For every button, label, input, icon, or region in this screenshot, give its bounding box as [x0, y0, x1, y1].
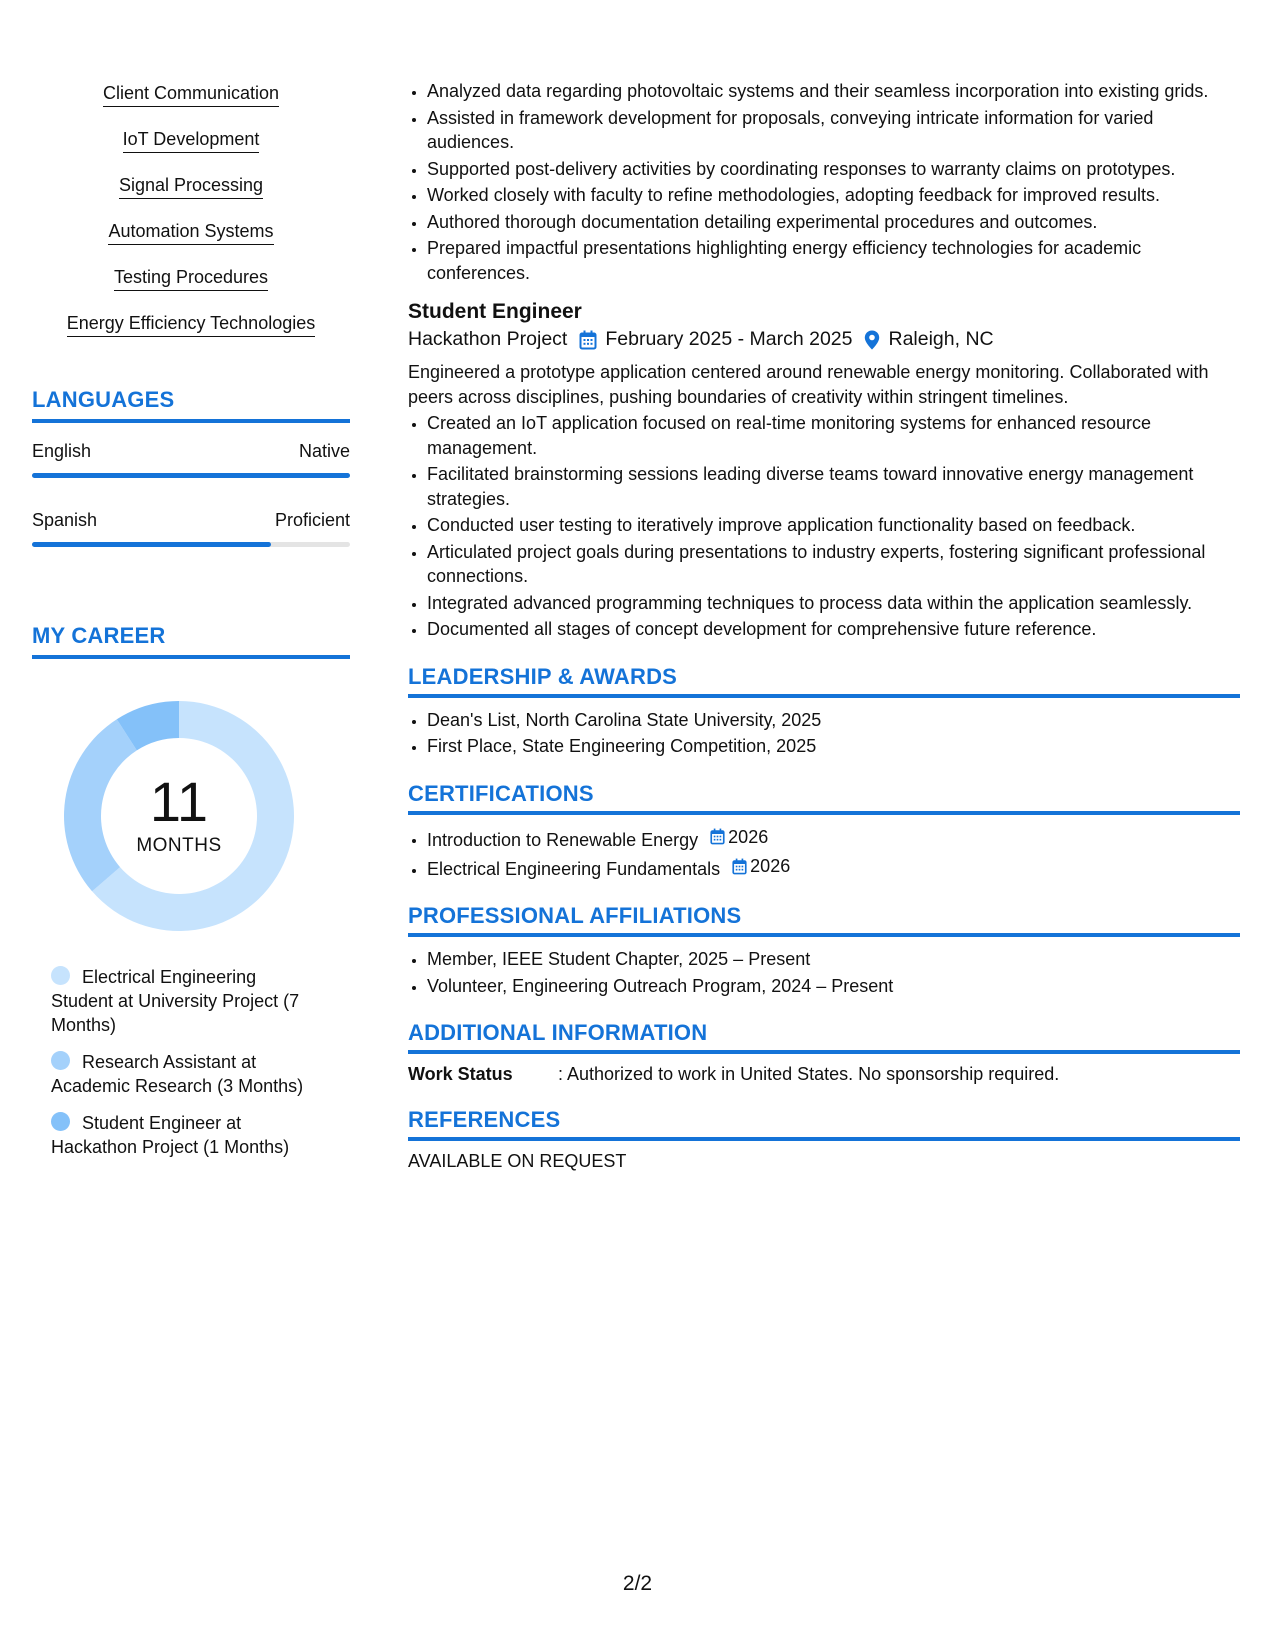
calendar-icon — [732, 858, 747, 875]
previous-job-bullets — [408, 79, 1240, 285]
list-item: • Integrated advanced programming techniques to process data within the application seamlessly. — [427, 591, 1240, 616]
job-location: Raleigh, NC — [888, 328, 994, 350]
list-item: • Prepared impactful presentations highlighting energy efficiency technologies for academic conferences. — [427, 236, 1240, 285]
career-legend — [51, 965, 321, 1159]
job-description: Engineered a prototype application centered around renewable energy monitoring. Collaborated with peers across disciplines, pushing boundaries of creativity within stringent timelines. — [408, 362, 1209, 407]
skill-item — [32, 174, 350, 199]
job-meta — [408, 328, 1240, 351]
leadership-list — [408, 708, 1240, 759]
references-text: AVAILABLE ON REQUEST — [408, 1151, 627, 1171]
page-number: 2/2 — [622, 1572, 653, 1595]
skill-item — [32, 312, 350, 337]
skill-item — [32, 82, 350, 107]
language-bar-track — [32, 473, 350, 478]
legend-label: Research Assistant at Academic Research (3 Months) — [51, 1052, 304, 1096]
location-pin-icon — [864, 330, 880, 350]
list-item — [427, 854, 1240, 881]
skill-item — [32, 128, 350, 153]
job-company: Hackathon Project — [408, 328, 568, 350]
skill-tag: Signal Processing — [119, 174, 263, 199]
skill-item — [32, 266, 350, 291]
affiliations-heading: PROFESSIONAL AFFILIATIONS — [408, 903, 1240, 937]
right-column — [408, 79, 1240, 1172]
language-row — [32, 441, 350, 478]
language-row — [32, 510, 350, 547]
skill-tag: IoT Development — [123, 128, 260, 153]
legend-dot — [51, 1112, 70, 1131]
legend-label: Electrical Engineering Student at University Project (7 Months) — [51, 967, 300, 1035]
skill-tag: Testing Procedures — [114, 266, 268, 291]
references-heading: REFERENCES — [408, 1107, 1240, 1141]
language-level: Native — [298, 441, 350, 461]
work-status-value: : Authorized to work in United States. No sponsorship required. — [558, 1064, 1060, 1084]
list-item: • Articulated project goals during presentations to industry experts, fostering significant professional connections. — [427, 540, 1240, 589]
certifications-heading: CERTIFICATIONS — [408, 781, 1240, 815]
legend-item — [51, 1111, 321, 1159]
skill-tag: Energy Efficiency Technologies — [67, 312, 315, 337]
list-item: • Volunteer, Engineering Outreach Program, 2024 – Present — [427, 974, 1240, 999]
list-item: • Assisted in framework development for proposals, conveying intricate information for varied audiences. — [427, 106, 1240, 155]
skill-tag: Automation Systems — [108, 220, 273, 245]
language-bar-fill — [32, 542, 271, 547]
career-heading: MY CAREER — [32, 623, 350, 659]
left-column — [32, 82, 350, 1172]
career-donut — [64, 701, 294, 931]
legend-label: Student Engineer at Hackathon Project (1 Months) — [51, 1113, 290, 1157]
leadership-heading: LEADERSHIP & AWARDS — [408, 664, 1240, 698]
list-item: • Documented all stages of concept development for comprehensive future reference. — [427, 617, 1240, 642]
skill-tag: Client Communication — [103, 82, 279, 107]
language-bar-fill — [32, 473, 350, 478]
certification-year: 2026 — [750, 855, 791, 876]
job-bullets — [408, 411, 1240, 642]
language-name: English — [32, 441, 92, 461]
legend-dot — [51, 966, 70, 985]
list-item — [427, 825, 1240, 852]
language-name: Spanish — [32, 510, 98, 530]
certification-name: Introduction to Renewable Energy — [427, 829, 699, 850]
list-item: • Analyzed data regarding photovoltaic systems and their seamless incorporation into existing grids. — [427, 79, 1240, 104]
skills-list — [32, 82, 350, 337]
job-dates: February 2025 - March 2025 — [605, 328, 853, 350]
list-item: • First Place, State Engineering Competition, 2025 — [427, 734, 1240, 759]
certifications-list — [408, 825, 1240, 882]
list-item: • Authored thorough documentation detailing experimental procedures and outcomes. — [427, 210, 1240, 235]
list-item: • Dean's List, North Carolina State University, 2025 — [427, 708, 1240, 733]
career-section — [32, 623, 350, 1159]
list-item: • Worked closely with faculty to refine methodologies, adopting feedback for improved results. — [427, 183, 1240, 208]
languages-section — [32, 387, 350, 547]
list-item: • Member, IEEE Student Chapter, 2025 – Present — [427, 947, 1240, 972]
list-item: • Supported post-delivery activities by coordinating responses to warranty claims on prototypes. — [427, 157, 1240, 182]
languages-heading: LANGUAGES — [32, 387, 350, 423]
certification-year: 2026 — [728, 826, 769, 847]
affiliations-list — [408, 947, 1240, 998]
work-status-row — [408, 1064, 1240, 1085]
calendar-icon — [710, 828, 725, 845]
legend-item — [51, 1050, 321, 1098]
skill-item — [32, 220, 350, 245]
legend-item — [51, 965, 321, 1037]
legend-dot — [51, 1051, 70, 1070]
calendar-icon — [579, 330, 597, 350]
list-item: • Created an IoT application focused on real-time monitoring systems for enhanced resource management. — [427, 411, 1240, 460]
job-title: Student Engineer — [408, 300, 582, 323]
language-bar-track — [32, 542, 350, 547]
additional-info-heading: ADDITIONAL INFORMATION — [408, 1020, 1240, 1054]
language-level: Proficient — [274, 510, 350, 530]
work-status-label: Work Status — [408, 1064, 513, 1084]
career-unit: MONTHS — [136, 835, 222, 856]
list-item: • Facilitated brainstorming sessions leading diverse teams toward innovative energy management strategies. — [427, 462, 1240, 511]
certification-name: Electrical Engineering Fundamentals — [427, 858, 721, 879]
list-item: • Conducted user testing to iteratively improve application functionality based on feedback. — [427, 513, 1240, 538]
career-total: 11 — [149, 770, 209, 833]
